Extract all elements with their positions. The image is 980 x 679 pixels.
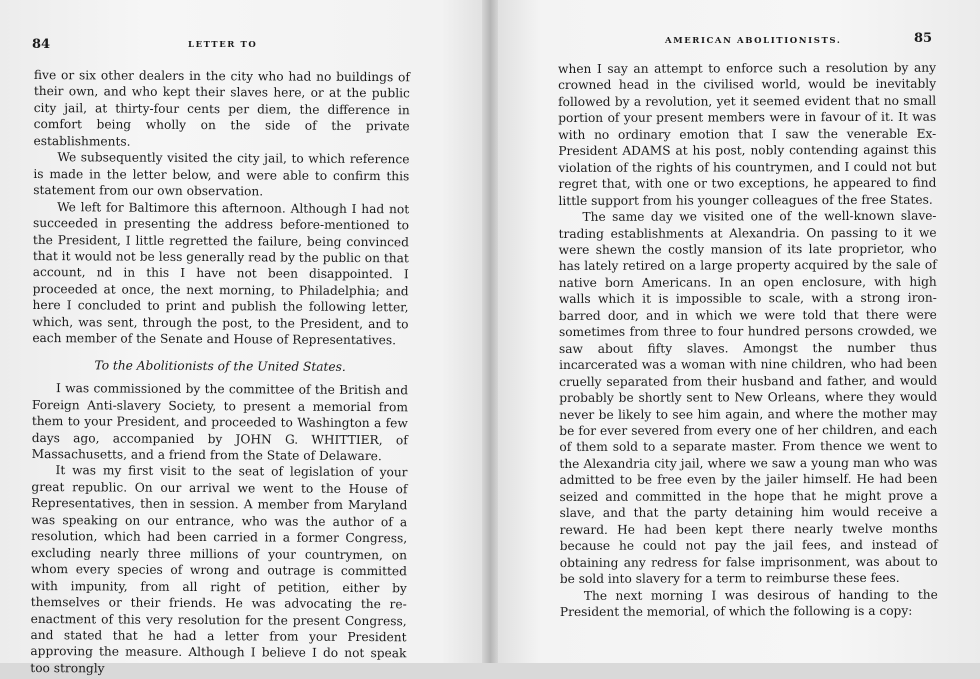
letter-title: To the Abolitionists of the United States.	[94, 358, 346, 374]
left-page-body	[30, 67, 410, 679]
paragraph: We left for Baltimore this afternoon. Although I had not succeeded in presenting the address before-mentioned to the President, I little regretted the failure, being convinced that it would not be less generally read by the public on that account, nd in this I have not been disappointed. I proceeded at once, the next morning, to Philadelphia; and here I concluded to print and publish the following letter, which, was sent, through the post, to the President, and to each member of the Senate and House of Representatives.	[32, 199, 410, 348]
left-page	[0, 0, 490, 676]
paragraph: The next morning I was desirous of handing to the President the memorial, of which the following is a copy:	[559, 587, 938, 619]
paragraph: when I say an attempt to enforce such a resolution by any crowned head in the civilised world, would be inevitably followed by a revolution, yet it seemed evident that no small portion of your present members were in favour of it. It was with no ordinary emotion that I saw the venerable Ex-President ADAMS at his post, nobly contending against this violation of the rights of his countrymen, and I could not but regret that, with one or two exceptions, he appeared to find little support from his younger colleagues of the free States.	[558, 60, 937, 208]
running-head-right: AMERICAN ABOLITIONISTS.	[665, 36, 842, 46]
right-page-body	[558, 60, 938, 621]
book-gutter	[482, 0, 498, 663]
right-page	[490, 0, 980, 663]
paragraph: We subsequently visited the city jail, to which reference is made in the letter below, and were able to confirm this statement from our own observation.	[33, 150, 410, 199]
paragraph: The same day we visited one of the well-known slave-trading establishments at Alexandria. On passing to it we were shewn the costly mansion of its late proprietor, who has lately retired on a large property acquired by the sale of native born Americans. In an open enclosure, with high walls which it is impossible to scale, with a strong iron-barred door, and in which we were told that there were sometimes from three to four hundred persons crowded, we saw about fifty slaves. Amongst the number thus incarcerated was a woman with nine children, who had been cruelly separated from their husband and father, and would probably be shortly sent to New Orleans, where they would never be likely to see him again, and where the mother may be for ever severed from every one of her children, and each of them sold to a separate master. From thence we went to the Alexandria city jail, where we saw a young man who was admitted to be free even by the jailer himself. He had been seized and committed in the hope that he might prove a slave, and that the party detaining him would receive a reward. He had been kept there nearly twelve months because he could not pay the jail fees, and instead of obtaining any redress for false imprisonment, was about to be sold into slavery for a term to reimburse these fees.	[558, 208, 938, 587]
paragraph: It was my first visit to the seat of legislation of your great republic. On our arrival we went to the House of Representatives, then in session. A member from Maryland was speaking on our entrance, who was the author of a resolution, which had been carried in a former Congress, excluding nearly three millions of your countrymen, on whom every species of wrong and outrage is committed with impunity, from all right of petition, either by themselves or their friends. He was advocating the re-enactment of this very resolution for the present Congress, and stated that he had a letter from your President approving the measure. Although I believe I do not speak too strongly	[30, 463, 408, 676]
paragraph: I was commissioned by the committee of the British and Foreign Anti-slavery Society, to present a memorial from them to your President, and proceeded to Washington a few days ago, accompanied by JOHN G. WHITTIER, of Massachusetts, and a friend from the State of Delaware.	[31, 381, 409, 464]
page-number-right: 85	[914, 31, 933, 46]
page-number-left: 84	[32, 37, 51, 52]
paragraph: five or six other dealers in the city who had no buildings of their own, and who kept their slaves here, or at the public city jail, at thirty-four cents per diem, the difference in comfort being wholly on the side of the private establishments.	[33, 67, 410, 149]
running-head-left: LETTER TO	[188, 40, 258, 50]
